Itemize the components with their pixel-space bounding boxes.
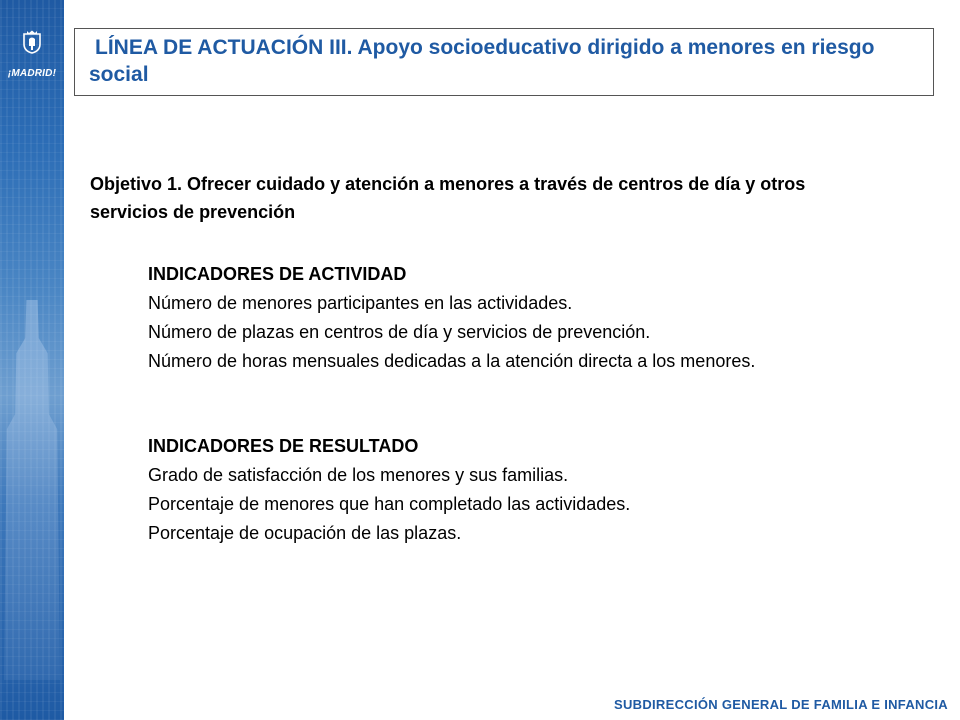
activity-indicator-item: Número de plazas en centros de día y servicios de prevención. — [148, 322, 651, 342]
result-indicator-item: Porcentaje de menores que han completado las actividades. — [148, 494, 631, 514]
activity-indicator-item: Número de horas mensuales dedicadas a la atención directa a los menores. — [148, 351, 756, 371]
madrid-logo — [4, 22, 60, 86]
activity-indicator-item: Número de menores participantes en las actividades. — [148, 293, 573, 313]
result-indicator-item: Grado de satisfacción de los menores y sus familias. — [148, 465, 569, 485]
side-banner — [0, 0, 64, 720]
building-silhouette — [4, 300, 60, 680]
title-box — [74, 28, 934, 96]
footer-department: SUBDIRECCIÓN GENERAL DE FAMILIA E INFANCIA — [613, 697, 948, 712]
logo-text: ¡MADRID! — [7, 68, 57, 79]
activity-indicators-heading: INDICADORES DE ACTIVIDAD — [148, 264, 407, 284]
result-indicators-heading: INDICADORES DE RESULTADO — [148, 436, 419, 456]
page-title: LÍNEA DE ACTUACIÓN III. Apoyo socioeducativo dirigido a menores en riesgo social — [89, 36, 875, 86]
result-indicator-item: Porcentaje de ocupación de las plazas. — [148, 523, 462, 543]
objective-text: Objetivo 1. Ofrecer cuidado y atención a menores a través de centros de día y otros servicios de prevención — [90, 174, 806, 222]
activity-indicators — [148, 260, 868, 376]
result-indicators — [148, 432, 868, 548]
madrid-crest-icon — [22, 30, 42, 54]
